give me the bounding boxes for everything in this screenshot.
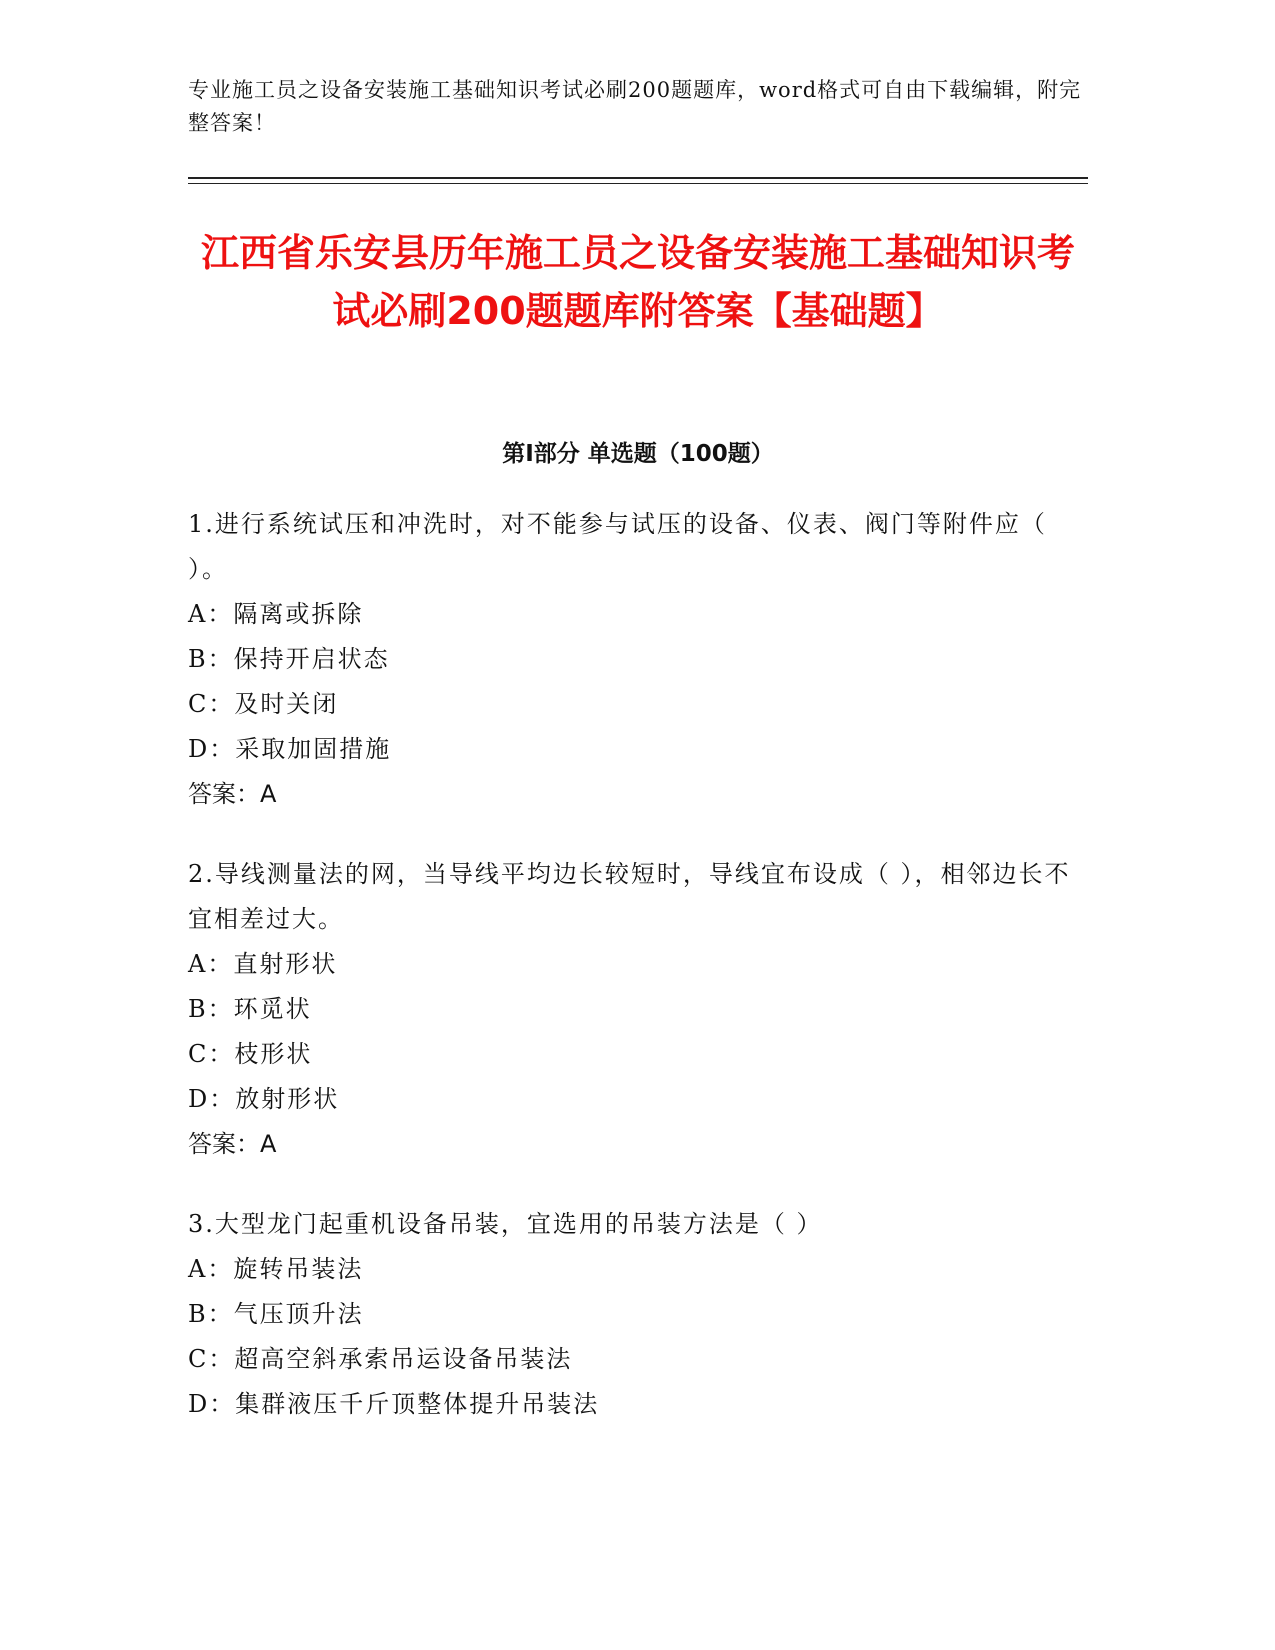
question-stem: 1.进行系统试压和冲洗时，对不能参与试压的设备、仪表、阀门等附件应（ ）。 bbox=[188, 510, 1047, 583]
option-d: D：集群液压千斤顶整体提升吊装法 bbox=[188, 1390, 600, 1418]
header-note: 专业施工员之设备安装施工基础知识考试必刷200题题库，word格式可自由下载编辑，附完整答案！ bbox=[188, 78, 1082, 135]
option-c: C：枝形状 bbox=[188, 1040, 313, 1068]
question-1 bbox=[188, 502, 1088, 817]
option-d: D：采取加固措施 bbox=[188, 735, 392, 763]
option-b: B：环觅状 bbox=[188, 995, 312, 1023]
question-2 bbox=[188, 852, 1088, 1167]
option-c: C：及时关闭 bbox=[188, 690, 339, 718]
option-a: A：直射形状 bbox=[188, 950, 338, 978]
question-stem: 2.导线测量法的网，当导线平均边长较短时，导线宜布设成（ ），相邻边长不宜相差过大。 bbox=[188, 860, 1071, 933]
option-c: C：超高空斜承索吊运设备吊装法 bbox=[188, 1345, 573, 1373]
header-divider-thin bbox=[188, 183, 1088, 184]
option-a: A：旋转吊装法 bbox=[188, 1255, 364, 1283]
question-stem: 3.大型龙门起重机设备吊装，宜选用的吊装方法是（ ） bbox=[188, 1210, 823, 1238]
option-a: A：隔离或拆除 bbox=[188, 600, 364, 628]
option-b: B：保持开启状态 bbox=[188, 645, 390, 673]
section-heading: 第I部分 单选题（100题） bbox=[502, 441, 774, 467]
option-d: D：放射形状 bbox=[188, 1085, 340, 1113]
question-3 bbox=[188, 1202, 1088, 1427]
answer: 答案：A bbox=[188, 1130, 277, 1158]
header-divider bbox=[188, 177, 1088, 179]
answer: 答案：A bbox=[188, 780, 277, 808]
document-title: 江西省乐安县历年施工员之设备安装施工基础知识考试必刷200题题库附答案【基础题】 bbox=[200, 231, 1075, 333]
option-b: B：气压顶升法 bbox=[188, 1300, 364, 1328]
